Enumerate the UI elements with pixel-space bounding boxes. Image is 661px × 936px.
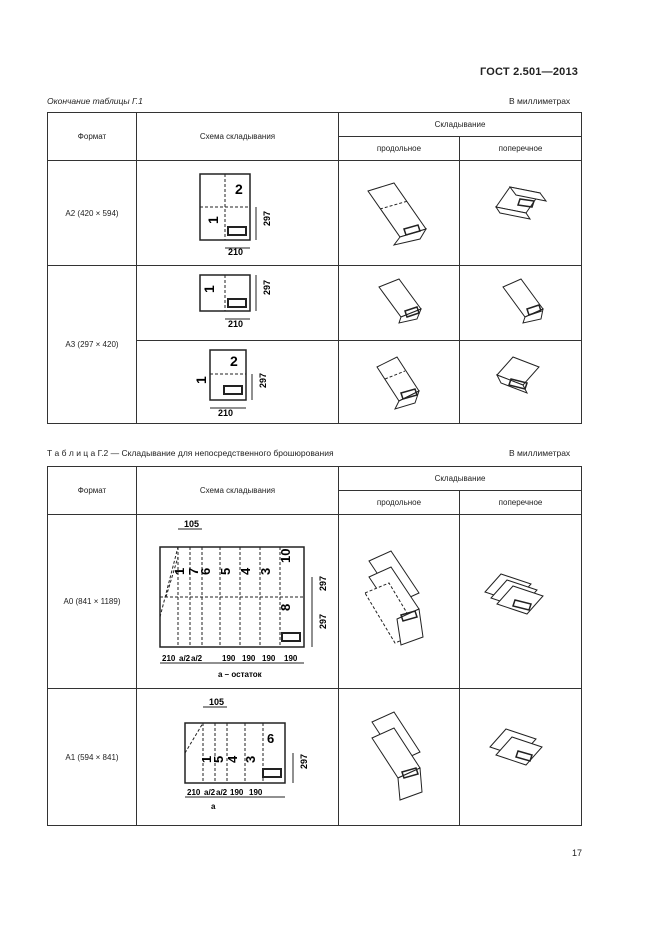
document-id: ГОСТ 2.501—2013 [480,66,579,78]
a2-longitudinal-fold-illustration [339,161,460,266]
table-g2 [47,466,582,826]
fold-illustration-longitudinal [349,537,449,667]
a1-dim-105: 105 [208,697,224,707]
a0-panel-3: 3 [257,567,273,575]
a0-panel-10: 10 [277,548,293,563]
format-a2: А2 (420 × 594) [48,161,137,266]
a3b-dim-297: 297 [257,372,268,388]
format-a0: А0 (841 × 1189) [48,515,137,689]
scheme-a2 [137,161,339,266]
a0-side-297-lower: 297 [317,613,328,629]
a0-longitudinal-fold-illustration [339,515,460,689]
a1-panel-4: 4 [224,755,240,763]
col-header-longitudinal: продольное [339,137,460,161]
a1-longitudinal-fold-illustration [339,689,460,826]
a2-panel-1: 1 [204,216,221,224]
scheme-a3-a [137,266,339,341]
a1-panel-6: 6 [266,731,274,746]
col-header-transverse: поперечное [460,137,582,161]
page-number: 17 [572,848,583,858]
a2-panel-2: 2 [234,181,243,197]
a0-transverse-fold-illustration [460,515,582,689]
a0-bottom-190-4: 190 [283,653,297,663]
a1-side-297: 297 [298,753,309,769]
a0-bottom-190-2: 190 [241,653,255,663]
a0-panel-1: 1 [171,567,187,575]
a3b-transverse-fold-illustration [460,341,582,424]
scheme-a3-b [137,341,339,424]
fold-illustration-longitudinal [359,349,439,415]
a0-bottom-190-1: 190 [221,653,235,663]
a3a-transverse-fold-illustration [460,266,582,341]
a2-dim-297: 297 [261,210,272,226]
scheme-a2-drawing [188,168,288,258]
a0-panel-7: 7 [185,567,201,575]
a1-transverse-fold-illustration [460,689,582,826]
a3a-longitudinal-fold-illustration [339,266,460,341]
a1-bottom-a2-1: а/2 [203,788,215,797]
a0-bottom-a2-2: а/2 [190,653,202,663]
table-g1-end [47,112,582,424]
scheme-a3-b-drawing [188,346,288,418]
a2-transverse-fold-illustration [460,161,582,266]
a3b-longitudinal-fold-illustration [339,341,460,424]
col-header-longitudinal: продольное [339,491,460,515]
fold-illustration-transverse [476,173,566,253]
fold-illustration-transverse [476,717,566,797]
a0-panel-4: 4 [237,567,253,575]
a2-dim-210: 210 [227,247,243,257]
col-header-transverse: поперечное [460,491,582,515]
format-a1: А1 (594 × 841) [48,689,137,826]
a3b-dim-210: 210 [217,408,233,418]
a3b-panel-1: 1 [192,376,209,384]
a1-bottom-210: 210 [186,788,200,797]
a1-bottom-a2-2: а/2 [215,788,227,797]
a0-panel-5: 5 [217,567,233,575]
table2-caption: Т а б л и ц а Г.2 — Складывание для непосредственного брошюрования [47,448,334,458]
fold-illustration-transverse [481,349,561,415]
a1-panel-5: 5 [210,755,226,763]
scheme-a3-a-drawing [188,271,288,335]
col-header-folding: Складывание [339,467,582,491]
format-a3: А3 (297 × 420) [48,266,137,424]
col-header-format: Формат [48,467,137,515]
a3a-dim-297: 297 [261,279,272,295]
fold-illustration-longitudinal [354,173,444,253]
fold-illustration-transverse [481,273,561,333]
a3a-dim-210: 210 [227,319,243,329]
a0-panel-6: 6 [197,567,213,575]
a1-panel-1: 1 [198,755,214,763]
a0-bottom-210: 210 [161,653,175,663]
table1-units: В миллиметрах [509,96,571,106]
col-header-folding: Складывание [339,113,582,137]
a3a-panel-1: 1 [200,285,217,293]
fold-illustration-transverse [471,562,571,642]
table2-units: В миллиметрах [509,448,571,458]
scheme-a1-drawing [163,697,313,817]
scheme-a0 [137,515,339,689]
a1-bottom-190-2: 190 [248,788,262,797]
a0-note: а – остаток [217,669,262,679]
a0-dim-105: 105 [183,518,199,529]
scheme-a0-drawing [140,517,336,687]
a1-note: а [210,802,215,811]
a1-panel-3: 3 [242,755,258,763]
col-header-scheme: Схема складывания [137,113,339,161]
scheme-a1 [137,689,339,826]
a0-side-297-upper: 297 [317,575,328,591]
fold-illustration-longitudinal [354,702,444,812]
a1-bottom-190-1: 190 [229,788,243,797]
col-header-format: Формат [48,113,137,161]
a0-panel-8: 8 [277,603,293,611]
table1-caption: Окончание таблицы Г.1 [47,96,143,106]
a3b-panel-2: 2 [229,353,238,369]
a0-bottom-a2-1: а/2 [178,653,190,663]
a0-bottom-190-3: 190 [261,653,275,663]
col-header-scheme: Схема складывания [137,467,339,515]
fold-illustration-longitudinal [359,273,439,333]
